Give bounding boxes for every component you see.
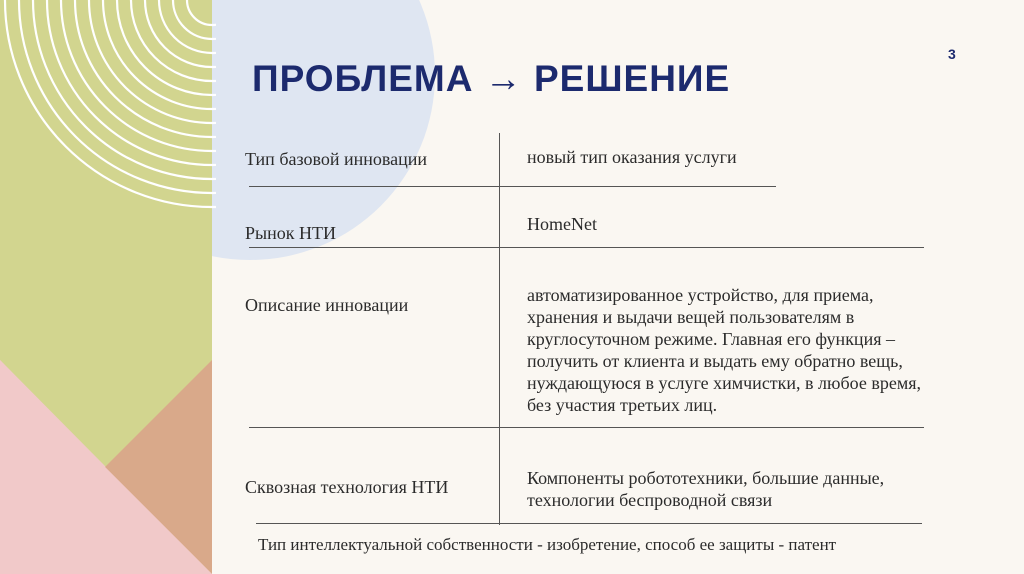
ip-type-note: Тип интеллектуальной собственности - изобретение, способ ее защиты - патент <box>258 535 837 554</box>
slide-title: ПРОБЛЕМА → РЕШЕНИЕ <box>252 58 731 99</box>
row-value-cross-cutting-technology: Компоненты робототехники, большие данные, технологии беспроводной связи <box>527 468 885 510</box>
row-value-nti-market: HomeNet <box>527 214 597 234</box>
table-row-divider <box>249 247 924 248</box>
row-label-innovation-type: Тип базовой инновации <box>245 149 428 169</box>
table-row-divider <box>249 186 776 187</box>
table-row-divider <box>249 427 924 428</box>
row-label-innovation-description: Описание инновации <box>245 295 409 315</box>
row-label-nti-market: Рынок НТИ <box>245 223 336 243</box>
row-value-innovation-type: новый тип оказания услуги <box>527 147 737 167</box>
row-label-cross-cutting-technology: Сквозная технология НТИ <box>245 477 449 497</box>
table-row-divider <box>256 523 922 524</box>
page-number: 3 <box>948 46 956 62</box>
table-column-divider <box>499 133 500 525</box>
row-value-innovation-description: автоматизированное устройство, для приема, хранения и выдачи вещей пользователям в круглосуточном режиме. Главная его функция – получить от клиента и выдать ему обратно вещь, нуждающуюся в услуге химчистки, в любое время, без участия третьих лиц. <box>527 285 922 415</box>
